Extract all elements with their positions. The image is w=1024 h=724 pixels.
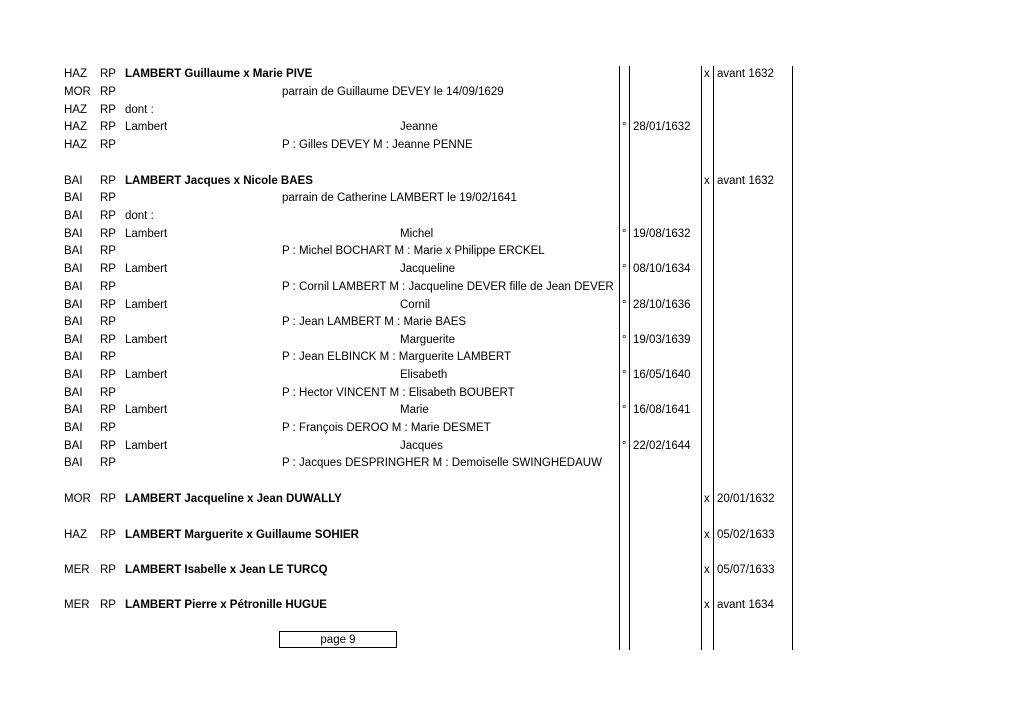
surname-cell: Lambert xyxy=(125,369,168,381)
parish-code: BAI xyxy=(64,175,83,187)
surname-cell: LAMBERT Isabelle x Jean LE TURCQ xyxy=(125,564,328,576)
parish-code: HAZ xyxy=(64,529,87,541)
surname-cell: dont : xyxy=(125,104,154,116)
parish-code: BAI xyxy=(64,299,83,311)
surname-cell: Lambert xyxy=(125,228,168,240)
birth-symbol: ° xyxy=(622,404,627,416)
marriage-mark: x xyxy=(704,529,710,541)
register-code: RP xyxy=(100,121,116,133)
surname-cell: LAMBERT Jacques x Nicole BAES xyxy=(125,175,313,187)
surname-cell: Lambert xyxy=(125,299,168,311)
birth-date: 19/08/1632 xyxy=(633,228,691,240)
register-code: RP xyxy=(100,422,116,434)
table-row xyxy=(0,102,1024,119)
marriage-date: avant 1632 xyxy=(717,68,774,80)
firstname-cell: Marguerite xyxy=(400,334,455,346)
table-row xyxy=(0,491,1024,508)
parish-code: MER xyxy=(64,564,90,576)
table-row xyxy=(0,243,1024,260)
details-cell: P : Cornil LAMBERT M : Jacqueline DEVER fille de Jean DEVER xyxy=(282,281,614,293)
table-row xyxy=(0,367,1024,384)
table-row xyxy=(0,385,1024,402)
parish-code: BAI xyxy=(64,387,83,399)
parish-code: BAI xyxy=(64,281,83,293)
table-row xyxy=(0,297,1024,314)
firstname-cell: Cornil xyxy=(400,299,431,311)
surname-cell: Lambert xyxy=(125,263,168,275)
parish-code: HAZ xyxy=(64,68,87,80)
surname-cell: LAMBERT Marguerite x Guillaume SOHIER xyxy=(125,529,359,541)
details-cell: parrain de Guillaume DEVEY le 14/09/1629 xyxy=(282,86,504,98)
surname-cell: Lambert xyxy=(125,121,168,133)
parish-code: BAI xyxy=(64,245,83,257)
parish-code: MER xyxy=(64,599,90,611)
parish-code: BAI xyxy=(64,440,83,452)
register-code: RP xyxy=(100,228,116,240)
surname-cell: Lambert xyxy=(125,334,168,346)
marriage-mark: x xyxy=(704,175,710,187)
register-code: RP xyxy=(100,139,116,151)
table-row xyxy=(0,261,1024,278)
parish-code: BAI xyxy=(64,457,83,469)
register-code: RP xyxy=(100,192,116,204)
table-row xyxy=(0,190,1024,207)
table-row xyxy=(0,562,1024,579)
firstname-cell: Elisabeth xyxy=(400,369,448,381)
birth-symbol: ° xyxy=(622,369,627,381)
parish-code: HAZ xyxy=(64,121,87,133)
register-code: RP xyxy=(100,316,116,328)
register-code: RP xyxy=(100,564,116,576)
birth-date: 16/08/1641 xyxy=(633,404,691,416)
table-row xyxy=(0,119,1024,136)
register-code: RP xyxy=(100,175,116,187)
table-row xyxy=(0,438,1024,455)
marriage-date: 20/01/1632 xyxy=(717,493,775,505)
parish-code: HAZ xyxy=(64,139,87,151)
birth-symbol: ° xyxy=(622,299,627,311)
parish-code: MOR xyxy=(64,493,91,505)
marriage-date: 05/02/1633 xyxy=(717,529,775,541)
register-code: RP xyxy=(100,493,116,505)
table-row xyxy=(0,314,1024,331)
register-code: RP xyxy=(100,245,116,257)
marriage-date: avant 1632 xyxy=(717,175,774,187)
details-cell: P : Gilles DEVEY M : Jeanne PENNE xyxy=(282,139,473,151)
table-row xyxy=(0,349,1024,366)
parish-code: BAI xyxy=(64,351,83,363)
table-row xyxy=(0,332,1024,349)
table-row xyxy=(0,402,1024,419)
table-row xyxy=(0,66,1024,83)
marriage-date: avant 1634 xyxy=(717,599,774,611)
parish-code: BAI xyxy=(64,316,83,328)
register-code: RP xyxy=(100,369,116,381)
firstname-cell: Marie xyxy=(400,404,429,416)
details-cell: P : François DEROO M : Marie DESMET xyxy=(282,422,491,434)
details-cell: P : Hector VINCENT M : Elisabeth BOUBERT xyxy=(282,387,515,399)
parish-code: BAI xyxy=(64,192,83,204)
parish-code: BAI xyxy=(64,228,83,240)
marriage-mark: x xyxy=(704,493,710,505)
page-number-box: page 9 xyxy=(279,631,397,648)
birth-symbol: ° xyxy=(622,228,627,240)
surname-cell: Lambert xyxy=(125,404,168,416)
marriage-mark: x xyxy=(704,68,710,80)
details-cell: parrain de Catherine LAMBERT le 19/02/1641 xyxy=(282,192,517,204)
birth-date: 19/03/1639 xyxy=(633,334,691,346)
parish-code: MOR xyxy=(64,86,91,98)
birth-date: 28/10/1636 xyxy=(633,299,691,311)
register-code: RP xyxy=(100,210,116,222)
firstname-cell: Jacqueline xyxy=(400,263,455,275)
table-row xyxy=(0,527,1024,544)
register-code: RP xyxy=(100,457,116,469)
firstname-cell: Jacques xyxy=(400,440,443,452)
details-cell: P : Jacques DESPRINGHER M : Demoiselle SWINGHEDAUW xyxy=(282,457,602,469)
register-code: RP xyxy=(100,404,116,416)
birth-symbol: ° xyxy=(622,121,627,133)
register-code: RP xyxy=(100,104,116,116)
firstname-cell: Michel xyxy=(400,228,434,240)
surname-cell: LAMBERT Guillaume x Marie PIVE xyxy=(125,68,313,80)
birth-date: 28/01/1632 xyxy=(633,121,691,133)
table-row xyxy=(0,173,1024,190)
register-code: RP xyxy=(100,68,116,80)
table-row xyxy=(0,208,1024,225)
table-row xyxy=(0,226,1024,243)
surname-cell: Lambert xyxy=(125,440,168,452)
details-cell: P : Michel BOCHART M : Marie x Philippe ERCKEL xyxy=(282,245,545,257)
register-code: RP xyxy=(100,334,116,346)
register-code: RP xyxy=(100,86,116,98)
parish-code: BAI xyxy=(64,210,83,222)
table-row xyxy=(0,455,1024,472)
register-code: RP xyxy=(100,440,116,452)
parish-code: BAI xyxy=(64,334,83,346)
table-row xyxy=(0,84,1024,101)
register-code: RP xyxy=(100,599,116,611)
marriage-mark: x xyxy=(704,564,710,576)
details-cell: P : Jean LAMBERT M : Marie BAES xyxy=(282,316,467,328)
birth-symbol: ° xyxy=(622,263,627,275)
parish-code: HAZ xyxy=(64,104,87,116)
parish-code: BAI xyxy=(64,263,83,275)
surname-cell: dont : xyxy=(125,210,154,222)
birth-date: 16/05/1640 xyxy=(633,369,691,381)
table-row xyxy=(0,137,1024,154)
table-row xyxy=(0,420,1024,437)
birth-date: 22/02/1644 xyxy=(633,440,691,452)
birth-symbol: ° xyxy=(622,334,627,346)
firstname-cell: Jeanne xyxy=(400,121,438,133)
register-code: RP xyxy=(100,351,116,363)
register-code: RP xyxy=(100,299,116,311)
parish-code: BAI xyxy=(64,422,83,434)
marriage-date: 05/07/1633 xyxy=(717,564,775,576)
register-code: RP xyxy=(100,529,116,541)
table-row xyxy=(0,279,1024,296)
parish-code: BAI xyxy=(64,404,83,416)
register-code: RP xyxy=(100,387,116,399)
surname-cell: LAMBERT Jacqueline x Jean DUWALLY xyxy=(125,493,342,505)
register-code: RP xyxy=(100,281,116,293)
birth-symbol: ° xyxy=(622,440,627,452)
surname-cell: LAMBERT Pierre x Pétronille HUGUE xyxy=(125,599,327,611)
marriage-mark: x xyxy=(704,599,710,611)
details-cell: P : Jean ELBINCK M : Marguerite LAMBERT xyxy=(282,351,512,363)
register-code: RP xyxy=(100,263,116,275)
birth-date: 08/10/1634 xyxy=(633,263,691,275)
table-row xyxy=(0,597,1024,614)
parish-code: BAI xyxy=(64,369,83,381)
